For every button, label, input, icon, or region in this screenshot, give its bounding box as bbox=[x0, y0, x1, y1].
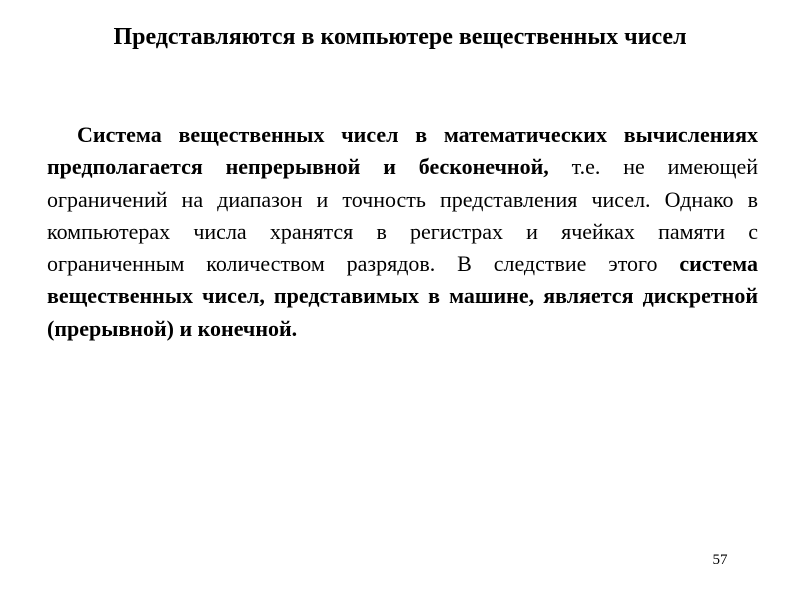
slide-title: Представляются в компьютере вещественных чисел bbox=[113, 24, 687, 50]
paragraph-bold-conclusion: система вещественных чисел, представимых в машине, является дискретной (прерывной) и конечной. bbox=[47, 251, 758, 341]
paragraph-bold-lead: Система вещественных чисел в математических вычислениях предполагается непрерывной и бесконечной, bbox=[47, 122, 758, 180]
paragraph-regular-text: т.е. не имеющей ограничений на диапазон и точность представления чисел. Однако в компьютерах числа хранятся в регистрах и ячейках памяти с ограниченным количеством разрядов. В следствие этого bbox=[47, 154, 758, 277]
page-number: 57 bbox=[712, 552, 728, 568]
body-paragraph bbox=[47, 119, 758, 345]
